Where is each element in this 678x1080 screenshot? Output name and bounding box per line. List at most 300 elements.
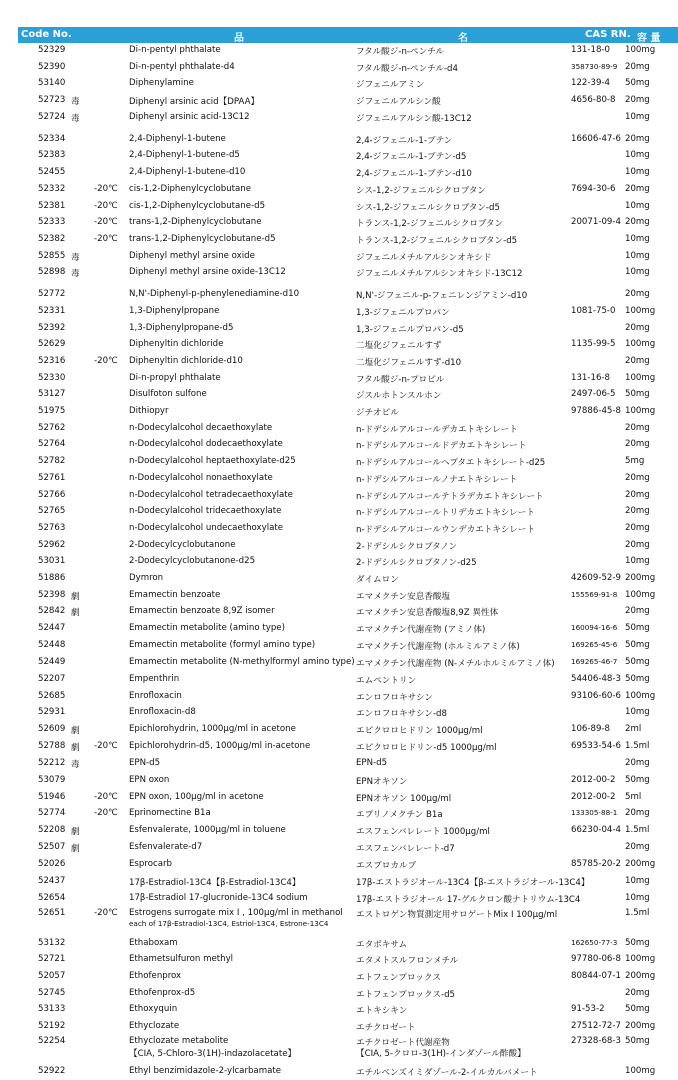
table-row bbox=[0, 857, 678, 874]
item-code: 52437 bbox=[38, 875, 66, 886]
english-name: Eprinomectine B1a bbox=[129, 808, 211, 819]
item-code: 52057 bbox=[38, 970, 66, 981]
hazard-mark: 劇 bbox=[71, 827, 80, 838]
item-code: 52207 bbox=[38, 674, 66, 684]
japanese-name: ジフェニルアルシン酸 bbox=[356, 97, 441, 108]
item-code: 53140 bbox=[38, 78, 66, 89]
capacity: 20mg bbox=[625, 183, 650, 194]
english-name: n-Dodecylalcohol decaethoxylate bbox=[129, 422, 273, 433]
cas-number: 80844-07-1 bbox=[571, 970, 621, 981]
table-row bbox=[0, 321, 678, 338]
cas-number: 106-89-8 bbox=[571, 724, 611, 735]
capacity: 200mg bbox=[625, 970, 656, 981]
hazard-mark: 劇 bbox=[71, 844, 80, 855]
table-header bbox=[18, 27, 678, 43]
storage-temp: -20℃ bbox=[94, 217, 118, 228]
item-code: 52507 bbox=[38, 842, 66, 853]
cas-number: 2012-00-2 bbox=[571, 775, 616, 786]
cas-number: 160094-16-6 bbox=[571, 623, 618, 632]
table-row bbox=[0, 773, 678, 790]
capacity: 20mg bbox=[625, 987, 650, 998]
capacity: 10mg bbox=[625, 233, 650, 244]
hazard-mark: 劇 bbox=[71, 726, 80, 737]
item-code: 53031 bbox=[38, 556, 66, 567]
hazard-mark: 劇 bbox=[71, 608, 80, 619]
cas-number: 16606-47-6 bbox=[571, 133, 621, 144]
table-row bbox=[0, 43, 678, 60]
item-code: 52629 bbox=[38, 339, 66, 350]
header-code: Code No. bbox=[21, 29, 72, 40]
capacity: 50mg bbox=[625, 937, 650, 948]
english-name: Diphenyl arsinic acid-13C12 bbox=[129, 111, 250, 122]
item-code: 52898 bbox=[38, 267, 66, 278]
japanese-name: エンロフロキサシン-d8 bbox=[356, 709, 447, 720]
cas-number: 169265-46-7 bbox=[571, 657, 618, 666]
cas-number: 91-53-2 bbox=[571, 1004, 605, 1015]
hazard-mark: 毒 bbox=[71, 252, 80, 263]
item-code: 52329 bbox=[38, 45, 66, 55]
japanese-name: 2-ドデシルシクロブタノン bbox=[356, 541, 458, 552]
capacity: 20mg bbox=[625, 217, 650, 228]
capacity: 100mg bbox=[625, 372, 656, 383]
capacity: 50mg bbox=[625, 1035, 650, 1046]
english-name: Esfenvalerate, 1000μg/ml in toluene bbox=[129, 825, 286, 836]
capacity: 20mg bbox=[625, 472, 650, 483]
english-name: 2,4-Diphenyl-1-butene-d5 bbox=[129, 150, 240, 161]
item-code: 52774 bbox=[38, 808, 66, 819]
table-row bbox=[0, 132, 678, 149]
hazard-mark: 毒 bbox=[71, 113, 80, 124]
storage-temp: -20℃ bbox=[94, 233, 118, 244]
english-name: cis-1,2-Diphenylcyclobutane bbox=[129, 183, 252, 194]
table-row bbox=[0, 387, 678, 404]
english-name-line2: each of 17β-Estradiol-13C4, Estriol-13C4, Estrone-13C4 bbox=[129, 918, 329, 928]
japanese-name: エスフェンバレレート 1000μg/ml bbox=[356, 827, 490, 838]
table-row bbox=[0, 655, 678, 672]
japanese-name: トランス-1,2-ジフェニルシクロブタン-d5 bbox=[356, 235, 518, 246]
capacity: 50mg bbox=[625, 389, 650, 400]
japanese-name: エチルベンズイミダゾール-2-イルカルバメート bbox=[356, 1067, 538, 1078]
english-name: Ethaboxam bbox=[129, 937, 178, 948]
english-name: Ethyclozate metabolite bbox=[129, 1035, 229, 1046]
japanese-name: n-ドデシルアルコールデカエトキシレート bbox=[356, 424, 518, 435]
japanese-name: 17β-エストラジオール 17-グルクロン酸ナトリウム-13C4 bbox=[356, 894, 581, 905]
capacity: 20mg bbox=[625, 489, 650, 500]
english-name: n-Dodecylalcohol heptaethoxylate-d25 bbox=[129, 456, 296, 467]
english-name-line2: 【CIA, 5-Chloro-3(1H)-indazolacetate】 bbox=[129, 1048, 297, 1059]
english-name: 2-Dodecylcyclobutanone-d25 bbox=[129, 556, 256, 567]
capacity: 20mg bbox=[625, 422, 650, 433]
english-name: Ethyclozate bbox=[129, 1020, 180, 1031]
cas-number: 2497-06-5 bbox=[571, 389, 616, 400]
item-code: 52685 bbox=[38, 690, 66, 701]
item-code: 52333 bbox=[38, 217, 66, 228]
table-row bbox=[0, 538, 678, 555]
japanese-name: フタル酸ジ-n-プロピル bbox=[356, 374, 445, 385]
japanese-name: EPN-d5 bbox=[356, 758, 388, 769]
hazard-mark: 毒 bbox=[71, 760, 80, 771]
english-name: 17β-Estradiol 17-glucronide-13C4 sodium bbox=[129, 892, 308, 903]
item-code: 51946 bbox=[38, 791, 66, 802]
english-name: 17β-Estradiol-13C4【β-Estradiol-13C4】 bbox=[129, 877, 301, 888]
item-code: 52331 bbox=[38, 305, 66, 316]
capacity: 20mg bbox=[625, 289, 650, 300]
table-row bbox=[0, 638, 678, 655]
cas-number: 66230-04-4 bbox=[571, 825, 621, 836]
japanese-name: トランス-1,2-ジフェニルシクロブタン bbox=[356, 219, 504, 230]
table-row bbox=[0, 337, 678, 354]
japanese-name: 2,4-ジフェニル-1-ブテン-d5 bbox=[356, 152, 467, 163]
item-code: 52609 bbox=[38, 724, 66, 735]
item-code: 52788 bbox=[38, 741, 66, 752]
table-row bbox=[0, 404, 678, 421]
hazard-mark: 毒 bbox=[71, 97, 80, 108]
capacity: 5mg bbox=[625, 456, 645, 467]
capacity: 5ml bbox=[625, 791, 642, 802]
japanese-name: 2-ドデシルシクロブタノン-d25 bbox=[356, 558, 477, 569]
english-name: 2,4-Diphenyl-1-butene-d10 bbox=[129, 167, 246, 178]
item-code: 52763 bbox=[38, 522, 66, 533]
table-row bbox=[0, 705, 678, 722]
capacity: 2ml bbox=[625, 724, 642, 735]
item-code: 52782 bbox=[38, 456, 66, 467]
cas-number: 42609-52-9 bbox=[571, 572, 621, 583]
cas-number: 162650-77-3 bbox=[571, 937, 618, 947]
japanese-name: n-ドデシルアルコールトリデカエトキシレート bbox=[356, 508, 535, 519]
table-row bbox=[0, 1064, 678, 1080]
table-row bbox=[0, 371, 678, 388]
item-code: 52772 bbox=[38, 289, 66, 300]
english-name: Diphenyl arsinic acid【DPAA】 bbox=[129, 97, 260, 108]
japanese-name: EPNオキソン 100μg/ml bbox=[356, 793, 452, 804]
english-name: Di-n-propyl phthalate bbox=[129, 372, 221, 383]
table-row bbox=[0, 672, 678, 689]
english-name: Esprocarb bbox=[129, 858, 172, 869]
header-capacity: 容 量 bbox=[637, 33, 661, 44]
capacity: 1.5ml bbox=[625, 741, 650, 752]
english-name: Ethametsulfuron methyl bbox=[129, 954, 234, 965]
table-row bbox=[0, 421, 678, 438]
japanese-name: 二塩化ジフェニルすず-d10 bbox=[356, 358, 462, 368]
item-code: 53079 bbox=[38, 775, 66, 786]
item-code: 52449 bbox=[38, 657, 66, 667]
japanese-name: エマメクチン代謝産物 (N-メチルホルミルアミノ体) bbox=[356, 659, 555, 669]
english-name: Emamectin benzoate 8,9Z isomer bbox=[129, 606, 275, 617]
cas-number: 358730-89-9 bbox=[571, 61, 618, 71]
item-code: 52745 bbox=[38, 987, 66, 998]
product-table bbox=[0, 43, 678, 1080]
table-row bbox=[0, 689, 678, 706]
table-row bbox=[0, 148, 678, 165]
capacity: 20mg bbox=[625, 133, 650, 144]
english-name: Disulfoton sulfone bbox=[129, 389, 207, 400]
table-row bbox=[0, 908, 678, 936]
item-code: 51975 bbox=[38, 406, 66, 417]
japanese-name: n-ドデシルアルコールドデカエトキシレート bbox=[356, 441, 527, 452]
japanese-name: ジフェニルメチルアルシンオキシド bbox=[356, 252, 492, 263]
japanese-name: ジフェニルアミン bbox=[356, 80, 425, 91]
item-code: 52762 bbox=[38, 422, 66, 433]
cas-number: 20071-09-4 bbox=[571, 217, 621, 228]
capacity: 100mg bbox=[625, 406, 656, 417]
english-name: cis-1,2-Diphenylcyclobutane-d5 bbox=[129, 200, 266, 211]
capacity: 10mg bbox=[625, 267, 650, 278]
table-row bbox=[0, 488, 678, 505]
japanese-name: n-ドデシルアルコールノナエトキシレート bbox=[356, 474, 518, 485]
table-row bbox=[0, 621, 678, 638]
table-row bbox=[0, 76, 678, 93]
cas-number: 54406-48-3 bbox=[571, 674, 621, 684]
item-code: 52922 bbox=[38, 1065, 66, 1076]
capacity: 20mg bbox=[625, 61, 650, 72]
cas-number: 27512-72-7 bbox=[571, 1020, 621, 1031]
capacity: 10mg bbox=[625, 250, 650, 261]
english-name: Emamectin metabolite (amino type) bbox=[129, 623, 285, 633]
english-name: Diphenyltin dichloride bbox=[129, 339, 224, 350]
table-row bbox=[0, 554, 678, 571]
english-name: Estrogens surrogate mix I , 100μg/ml in methanol bbox=[129, 907, 343, 918]
item-code: 52455 bbox=[38, 167, 66, 178]
item-code: 52842 bbox=[38, 606, 66, 617]
table-row bbox=[0, 521, 678, 538]
storage-temp: -20℃ bbox=[94, 907, 118, 918]
item-code: 52765 bbox=[38, 506, 66, 517]
english-name: trans-1,2-Diphenylcyclobutane bbox=[129, 217, 262, 228]
item-code: 52931 bbox=[38, 707, 66, 718]
japanese-name: フタル酸ジ-n-ペンチル bbox=[356, 47, 444, 57]
header-cas: CAS RN. bbox=[585, 29, 631, 40]
english-name: n-Dodecylalcohol nonaethoxylate bbox=[129, 472, 273, 483]
japanese-name: n-ドデシルアルコールテトラデカエトキシレート bbox=[356, 491, 544, 502]
capacity: 20mg bbox=[625, 842, 650, 853]
capacity: 10mg bbox=[625, 875, 650, 886]
table-row bbox=[0, 437, 678, 454]
table-row bbox=[0, 806, 678, 823]
capacity: 20mg bbox=[625, 808, 650, 819]
table-row bbox=[0, 604, 678, 621]
item-code: 52448 bbox=[38, 640, 66, 650]
item-code: 53127 bbox=[38, 389, 66, 400]
table-row bbox=[0, 215, 678, 232]
japanese-name: エトフェンプロックス-d5 bbox=[356, 989, 456, 1000]
capacity: 10mg bbox=[625, 150, 650, 161]
capacity: 50mg bbox=[625, 657, 650, 667]
table-row bbox=[0, 354, 678, 371]
english-name: Epichlorohydrin, 1000μg/ml in acetone bbox=[129, 724, 296, 735]
header-name: 名 bbox=[458, 33, 468, 44]
cas-number: 85785-20-2 bbox=[571, 858, 621, 869]
cas-number: 155569-91-8 bbox=[571, 589, 618, 599]
table-row bbox=[0, 504, 678, 521]
japanese-name: 17β-エストラジオール-13C4【β-エストラジオール-13C4】 bbox=[356, 877, 590, 888]
cas-number: 131-18-0 bbox=[571, 45, 611, 55]
cas-number: 93106-60-6 bbox=[571, 690, 621, 701]
item-code: 52212 bbox=[38, 758, 66, 769]
table-row bbox=[0, 265, 678, 287]
capacity: 50mg bbox=[625, 623, 650, 633]
table-row bbox=[0, 823, 678, 840]
item-code: 52962 bbox=[38, 539, 66, 550]
japanese-name: n-ドデシルアルコールウンデカエトキシレート bbox=[356, 524, 536, 535]
header-product: 品 bbox=[234, 33, 244, 44]
capacity: 200mg bbox=[625, 572, 656, 583]
cas-number: 2012-00-2 bbox=[571, 791, 616, 802]
cas-number: 133305-88-1 bbox=[571, 808, 618, 818]
item-code: 52026 bbox=[38, 858, 66, 869]
japanese-name: エピクロロヒドリン 1000μg/ml bbox=[356, 726, 483, 737]
capacity: 10mg bbox=[625, 200, 650, 211]
table-row bbox=[0, 571, 678, 588]
japanese-name: 2,4-ジフェニル-1-ブテン-d10 bbox=[356, 169, 472, 180]
capacity: 100mg bbox=[625, 954, 656, 965]
japanese-name: エトフェンプロックス bbox=[356, 972, 441, 983]
english-name: EPN-d5 bbox=[129, 758, 161, 769]
storage-temp: -20℃ bbox=[94, 741, 118, 752]
english-name: Dymron bbox=[129, 572, 164, 583]
japanese-name: ジフェニルメチルアルシンオキシド-13C12 bbox=[356, 269, 523, 280]
japanese-name: エマメクチン安息香酸塩 bbox=[356, 591, 451, 602]
capacity: 100mg bbox=[625, 589, 656, 600]
item-code: 52382 bbox=[38, 233, 66, 244]
japanese-name: ダイムロン bbox=[356, 574, 399, 585]
table-row bbox=[0, 936, 678, 953]
english-name: 1,3-Diphenylpropane bbox=[129, 305, 220, 316]
english-name: Ethofenprox bbox=[129, 970, 182, 981]
japanese-name: N,N'-ジフェニル-p-フェニレンジアミン-d10 bbox=[356, 291, 528, 302]
cas-number: 131-16-8 bbox=[571, 372, 611, 383]
table-row bbox=[0, 249, 678, 266]
table-row bbox=[0, 287, 678, 304]
japanese-name: 2,4-ジフェニル-1-ブテン bbox=[356, 135, 453, 146]
table-row bbox=[0, 454, 678, 471]
capacity: 1.5ml bbox=[625, 825, 650, 836]
japanese-name: エプリノメクチン B1a bbox=[356, 810, 443, 821]
item-code: 52723 bbox=[38, 95, 66, 106]
cas-number: 122-39-4 bbox=[571, 78, 611, 89]
item-code: 52724 bbox=[38, 111, 66, 122]
japanese-name: エマメクチン代謝産物 (ホルミルアミノ体) bbox=[356, 642, 520, 652]
english-name: n-Dodecylalcohol dodecaethoxylate bbox=[129, 439, 283, 450]
item-code: 52654 bbox=[38, 892, 66, 903]
japanese-name: エタメトスルフロンメチル bbox=[356, 956, 459, 967]
cas-number: 97780-06-8 bbox=[571, 954, 621, 965]
english-name: Enrofloxacin-d8 bbox=[129, 707, 196, 718]
english-name: Esfenvalerate-d7 bbox=[129, 842, 203, 853]
storage-temp: -20℃ bbox=[94, 183, 118, 194]
japanese-name: シス-1,2-ジフェニルシクロブタン-d5 bbox=[356, 202, 500, 213]
capacity: 200mg bbox=[625, 858, 656, 869]
item-code: 52381 bbox=[38, 200, 66, 211]
capacity: 50mg bbox=[625, 1004, 650, 1015]
english-name: Emamectin benzoate bbox=[129, 589, 221, 600]
japanese-name: エチクロゼート代謝産物 bbox=[356, 1037, 450, 1048]
table-row bbox=[0, 722, 678, 739]
item-code: 52855 bbox=[38, 250, 66, 261]
capacity: 50mg bbox=[625, 78, 650, 89]
capacity: 100mg bbox=[625, 339, 656, 350]
cas-number: 27328-68-3 bbox=[571, 1035, 621, 1046]
capacity: 100mg bbox=[625, 1065, 656, 1076]
cas-number: 4656-80-8 bbox=[571, 95, 616, 106]
english-name: Diphenylamine bbox=[129, 78, 194, 89]
table-row bbox=[0, 165, 678, 182]
item-code: 52651 bbox=[38, 907, 66, 918]
capacity: 20mg bbox=[625, 758, 650, 769]
storage-temp: -20℃ bbox=[94, 808, 118, 819]
cas-number: 1135-99-5 bbox=[571, 339, 616, 350]
japanese-name: EPNオキソン bbox=[356, 777, 408, 788]
cas-number: 69533-54-6 bbox=[571, 741, 621, 752]
table-row bbox=[0, 588, 678, 605]
item-code: 52398 bbox=[38, 589, 66, 600]
capacity: 20mg bbox=[625, 322, 650, 333]
capacity: 10mg bbox=[625, 556, 650, 567]
table-row bbox=[0, 110, 678, 132]
japanese-name: 二塩化ジフェニルすず bbox=[356, 341, 442, 352]
english-name: Diphenyl methyl arsine oxide bbox=[129, 250, 255, 261]
japanese-name: n-ドデシルアルコールヘプタエトキシレート-d25 bbox=[356, 458, 546, 469]
capacity: 20mg bbox=[625, 522, 650, 533]
item-code: 52766 bbox=[38, 489, 66, 500]
english-name: Empenthrin bbox=[129, 674, 180, 684]
item-code: 52192 bbox=[38, 1020, 66, 1031]
hazard-mark: 劇 bbox=[71, 743, 80, 754]
item-code: 52447 bbox=[38, 623, 66, 633]
item-code: 52721 bbox=[38, 954, 66, 965]
english-name: EPN oxon, 100μg/ml in acetone bbox=[129, 791, 264, 802]
table-row bbox=[0, 739, 678, 756]
cas-number: 1081-75-0 bbox=[571, 305, 616, 316]
capacity: 20mg bbox=[625, 439, 650, 450]
english-name: Ethoxyquin bbox=[129, 1004, 178, 1015]
english-name: Diphenyl methyl arsine oxide-13C12 bbox=[129, 267, 286, 278]
table-row bbox=[0, 1019, 678, 1036]
japanese-name: ジチオピル bbox=[356, 408, 399, 419]
english-name: Ethofenprox-d5 bbox=[129, 987, 196, 998]
english-name: n-Dodecylalcohol tridecaethoxylate bbox=[129, 506, 282, 517]
japanese-name: エスプロカルブ bbox=[356, 860, 417, 871]
table-row bbox=[0, 790, 678, 807]
item-code: 53132 bbox=[38, 937, 66, 948]
item-code: 52764 bbox=[38, 439, 66, 450]
capacity: 20mg bbox=[625, 356, 650, 366]
capacity: 20mg bbox=[625, 539, 650, 550]
table-row bbox=[0, 182, 678, 199]
table-row bbox=[0, 93, 678, 110]
japanese-name: エピクロロヒドリン-d5 1000μg/ml bbox=[356, 743, 497, 754]
table-row bbox=[0, 60, 678, 77]
japanese-name: 1,3-ジフェニルプロパン-d5 bbox=[356, 324, 464, 335]
capacity: 50mg bbox=[625, 674, 650, 684]
japanese-name-line2: 【CIA, 5-クロロ-3(1H)-インダゾール酢酸】 bbox=[356, 1048, 526, 1059]
english-name: Enrofloxacin bbox=[129, 690, 182, 701]
cas-number: 97886-45-8 bbox=[571, 406, 621, 417]
japanese-name: ジスルホトンスルホン bbox=[356, 391, 442, 402]
japanese-name: エタボキサム bbox=[356, 939, 408, 950]
item-code: 52334 bbox=[38, 133, 66, 144]
table-row bbox=[0, 1002, 678, 1019]
table-row bbox=[0, 756, 678, 773]
english-name: Emamectin metabolite (formyl amino type) bbox=[129, 640, 316, 650]
english-name: 1,3-Diphenylpropane-d5 bbox=[129, 322, 234, 333]
item-code: 52383 bbox=[38, 150, 66, 161]
storage-temp: -20℃ bbox=[94, 200, 118, 211]
item-code: 52208 bbox=[38, 825, 66, 836]
table-row bbox=[0, 986, 678, 1003]
table-row bbox=[0, 891, 678, 908]
capacity: 20mg bbox=[625, 606, 650, 617]
item-code: 52332 bbox=[38, 183, 66, 194]
